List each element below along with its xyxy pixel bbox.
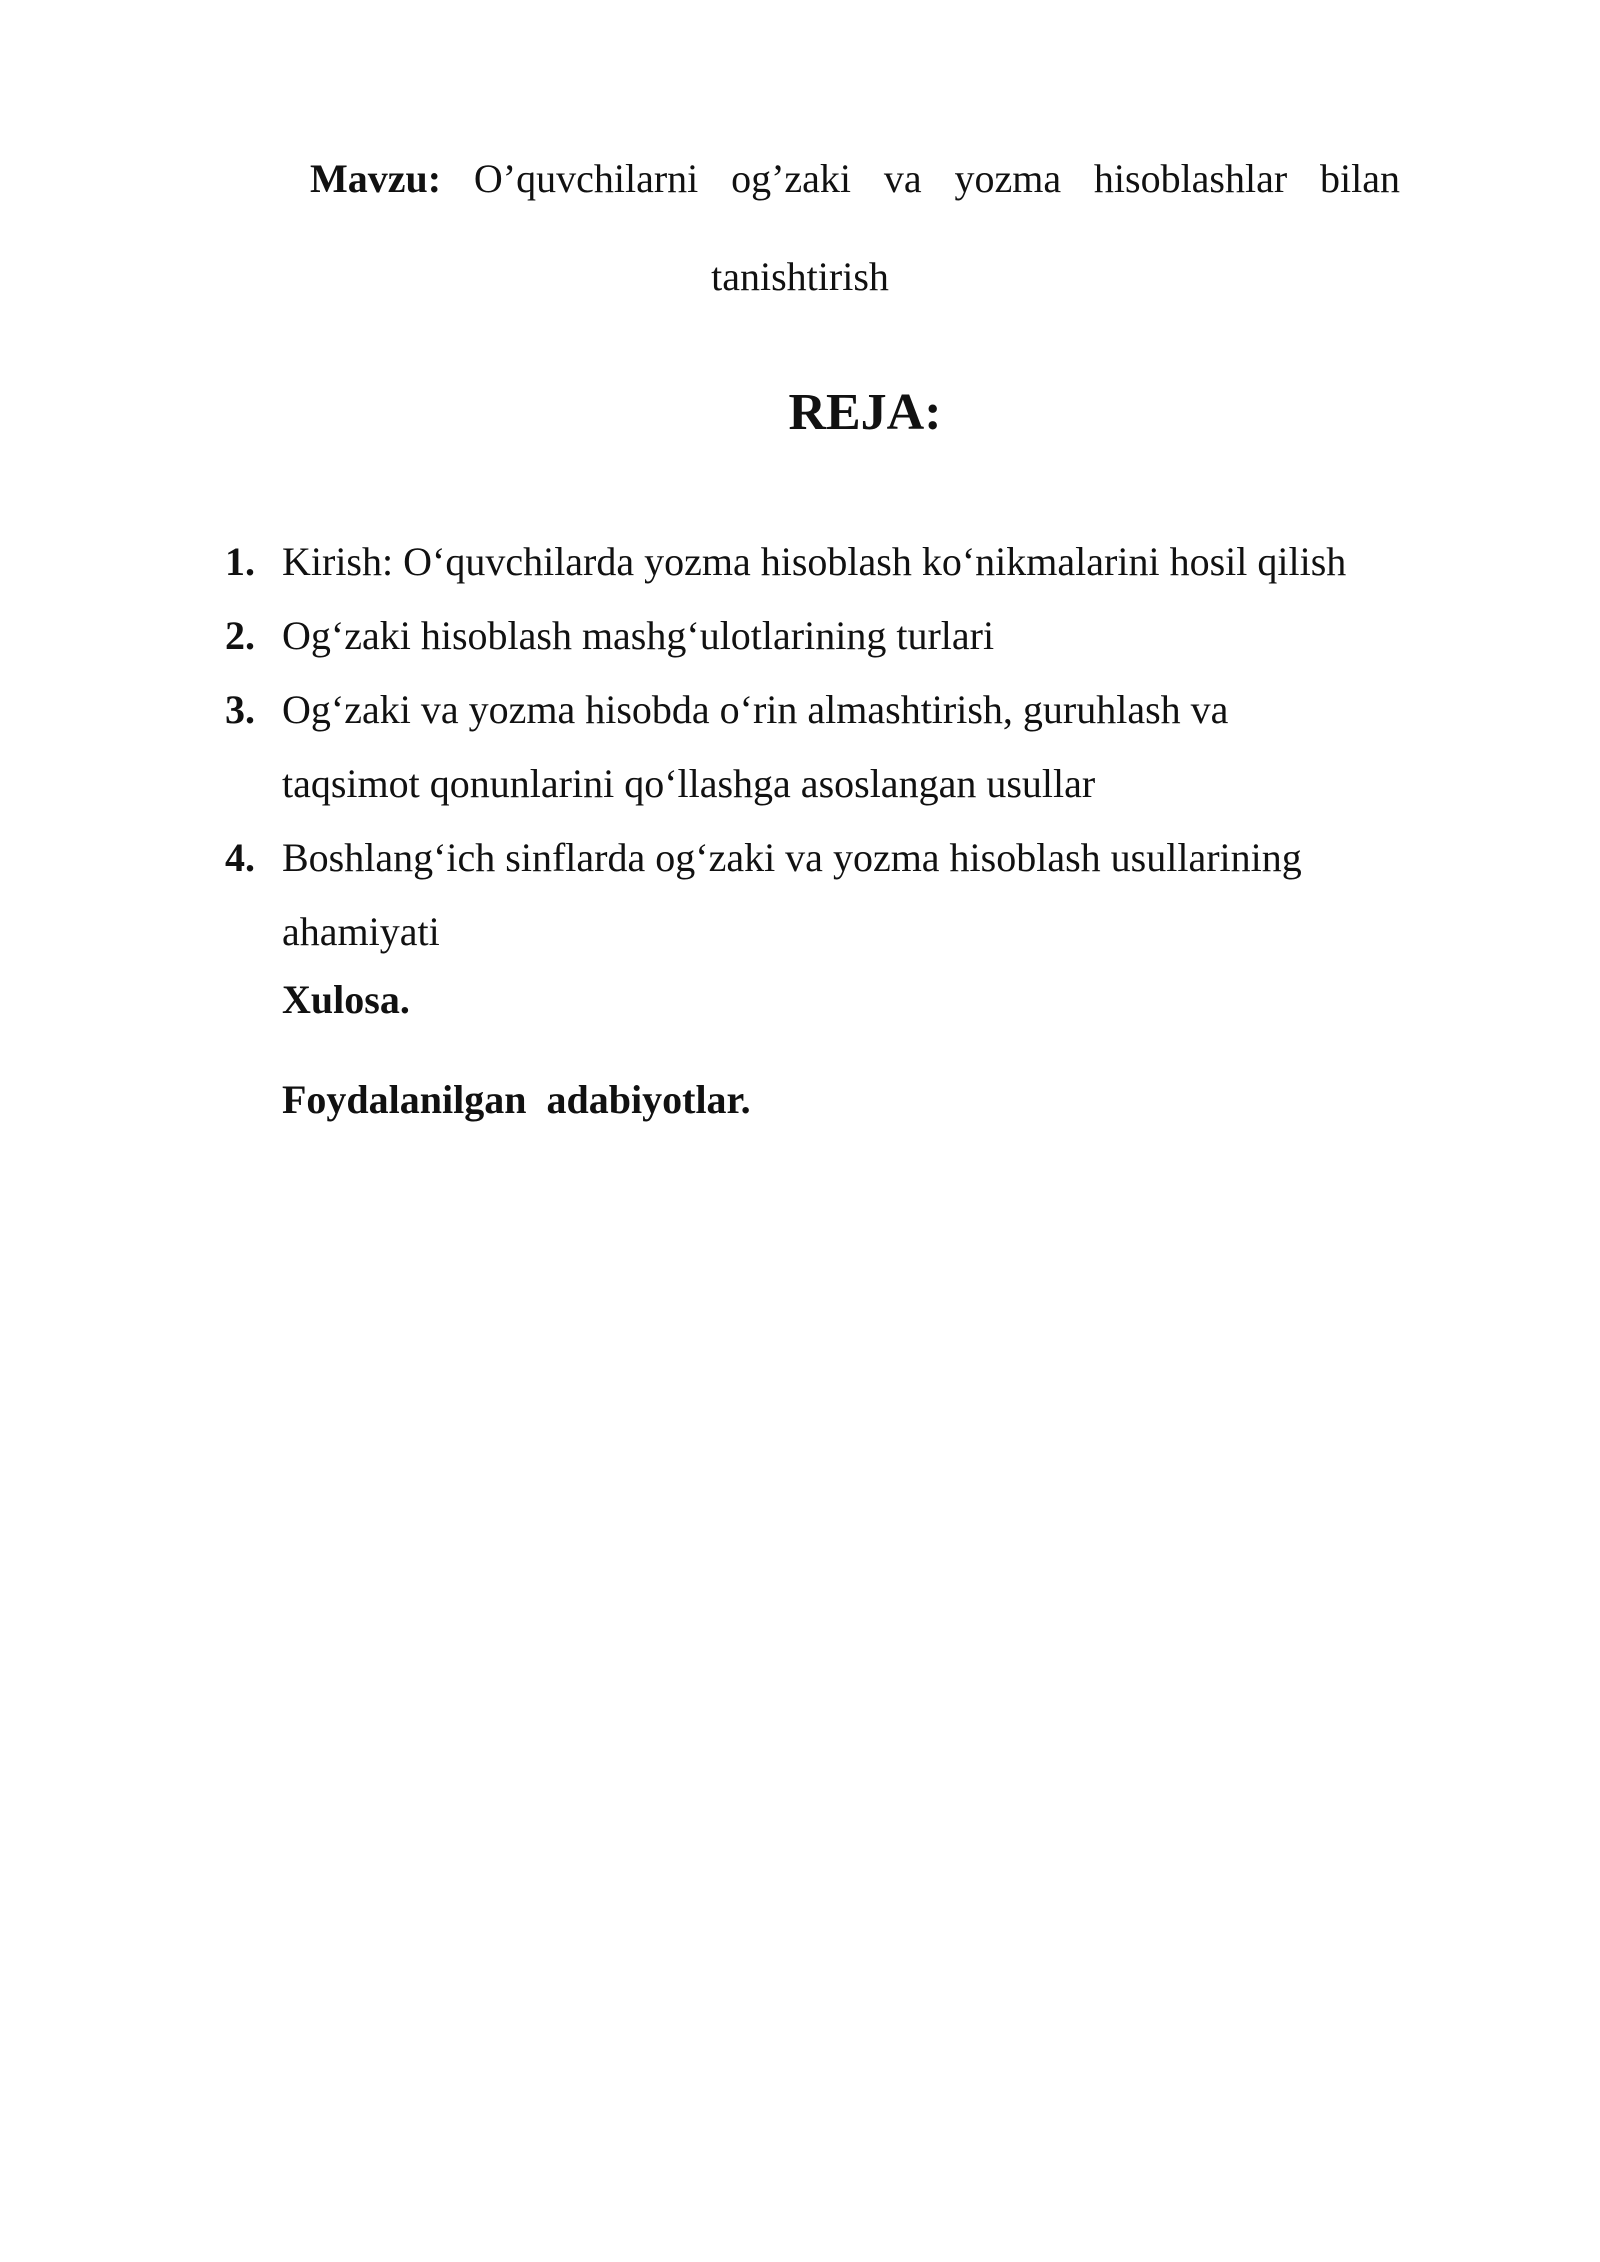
plan-list — [225, 525, 1465, 969]
plan-item-number: 2. — [225, 613, 255, 658]
plan-item-3 — [225, 673, 1465, 821]
topic-line — [310, 150, 1400, 208]
topic-text: O’quvchilarni og’zaki va yozma hisoblashlar bilan — [473, 156, 1400, 201]
plan-item-1 — [225, 525, 1465, 599]
plan-item-text: Boshlang‘ich sinflarda og‘zaki va yozma hisoblash usullarining — [282, 835, 1302, 880]
plan-item-4 — [225, 821, 1465, 969]
conclusion-heading: Xulosa. — [282, 977, 410, 1022]
topic-text-continuation: tanishtirish — [711, 254, 889, 299]
plan-item-number: 4. — [225, 835, 255, 880]
topic-label: Mavzu: — [310, 156, 442, 201]
plan-item-text: Og‘zaki hisoblash mashg‘ulotlarining turlari — [282, 613, 995, 658]
references-heading: Foydalanilgan adabiyotlar. — [282, 1077, 751, 1122]
plan-item-text-continuation: ahamiyati — [282, 909, 440, 954]
plan-heading: REJA: — [788, 384, 942, 441]
plan-item-number: 3. — [225, 687, 255, 732]
plan-item-text-continuation: taqsimot qonunlarini qo‘llashga asoslangan usullar — [282, 761, 1096, 806]
plan-item-text: Kirish: O‘quvchilarda yozma hisoblash ko‘nikmalarini hosil qilish — [282, 539, 1347, 584]
plan-item-2 — [225, 599, 1465, 673]
plan-item-number: 1. — [225, 539, 255, 584]
plan-item-text: Og‘zaki va yozma hisobda o‘rin almashtirish, guruhlash va — [282, 687, 1229, 732]
